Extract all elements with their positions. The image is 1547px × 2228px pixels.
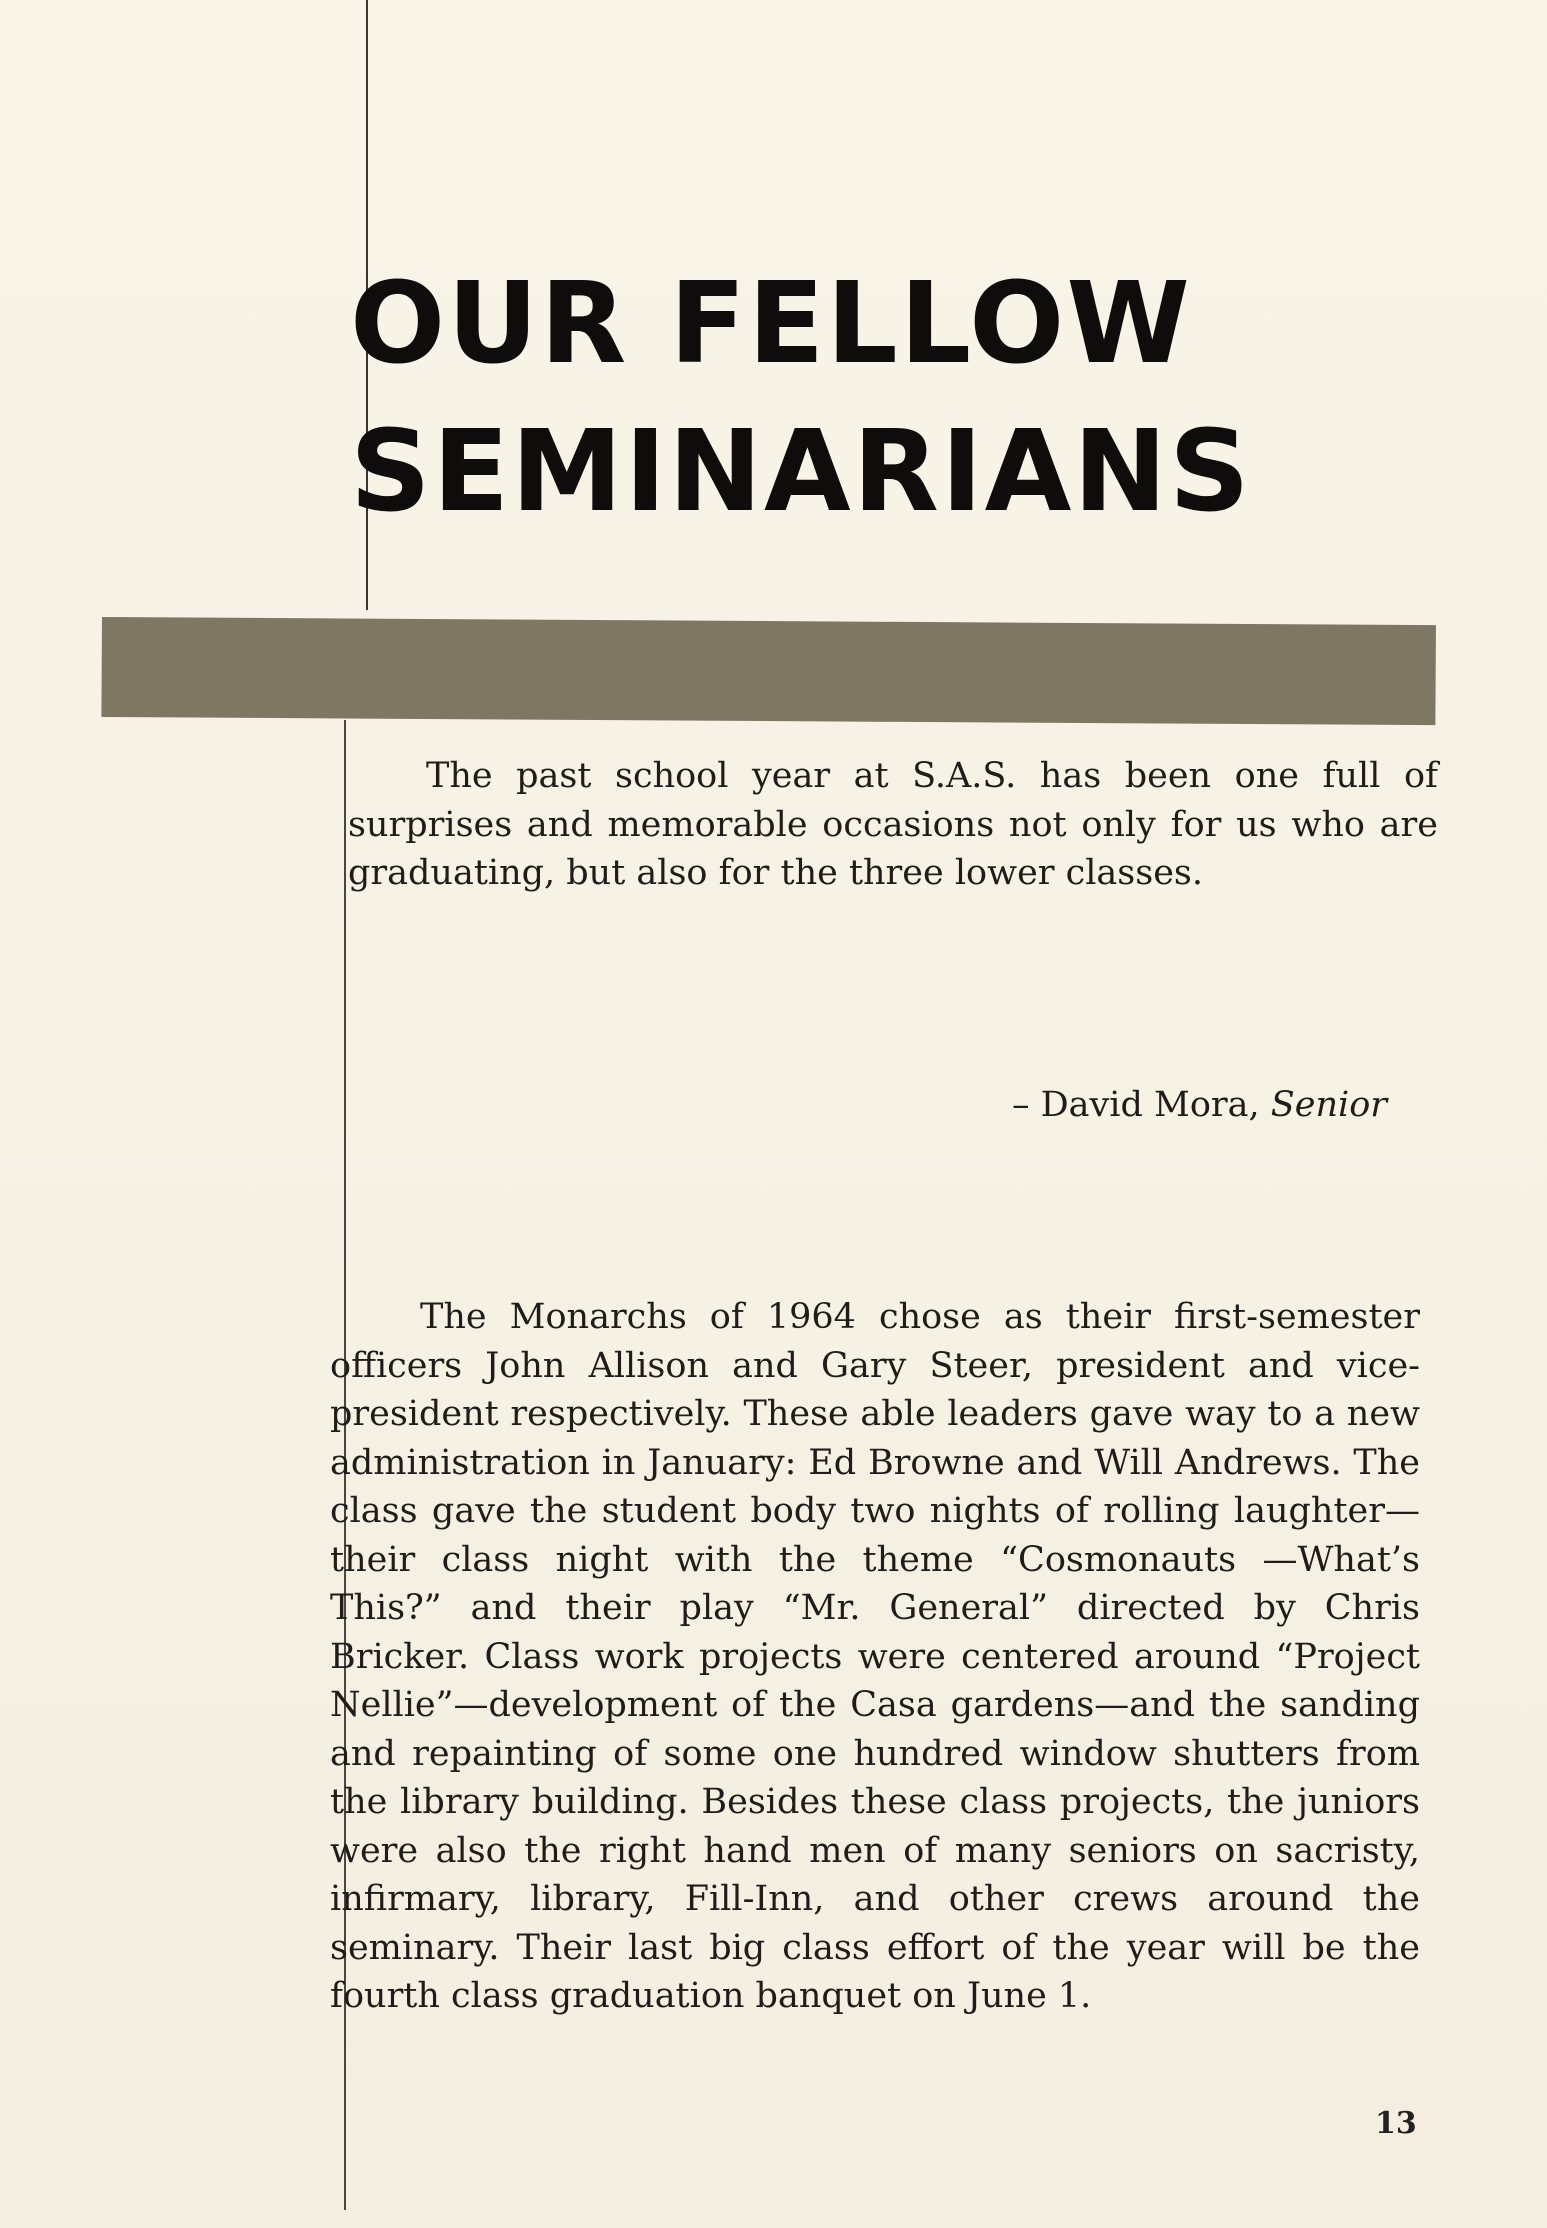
decorative-band (101, 617, 1436, 725)
intro-paragraph: The past school year at S.A.S. has been one full of surprises and memorable occasions not only for us who are graduating, but also for the three lower classes. (348, 756, 1438, 893)
author-credit (1012, 1085, 1387, 1125)
page-title (350, 250, 1252, 546)
title-line-2: SEMINARIANS (350, 407, 1252, 537)
credit-role: Senior (1270, 1085, 1387, 1125)
page-number: 13 (1375, 2106, 1417, 2141)
body-paragraph: The Monarchs of 1964 chose as their first-semester officers John Allison and Gary Steer, president and vice-president respectively. These able leaders gave way to a new administration in January: Ed Browne and Will Andrews. The class gave the student body two nights of rolling laughter—their class night with the theme “Cosmonauts —What’s This?” and their play “Mr. General” directed by Chris Bricker. Class work projects were centered around “Project Nellie”—development of the Casa gardens—and the sanding and repainting of some one hundred window shutters from the library building. Besides these class projects, the juniors were also the right hand men of many seniors on sacristy, infirmary, library, Fill-Inn, and other crews around the seminary. Their last big class effort of the year will be the fourth class graduation banquet on June 1. (330, 1297, 1420, 2016)
title-line-1: OUR FELLOW (350, 259, 1192, 389)
credit-name: – David Mora, (1011, 1085, 1260, 1125)
